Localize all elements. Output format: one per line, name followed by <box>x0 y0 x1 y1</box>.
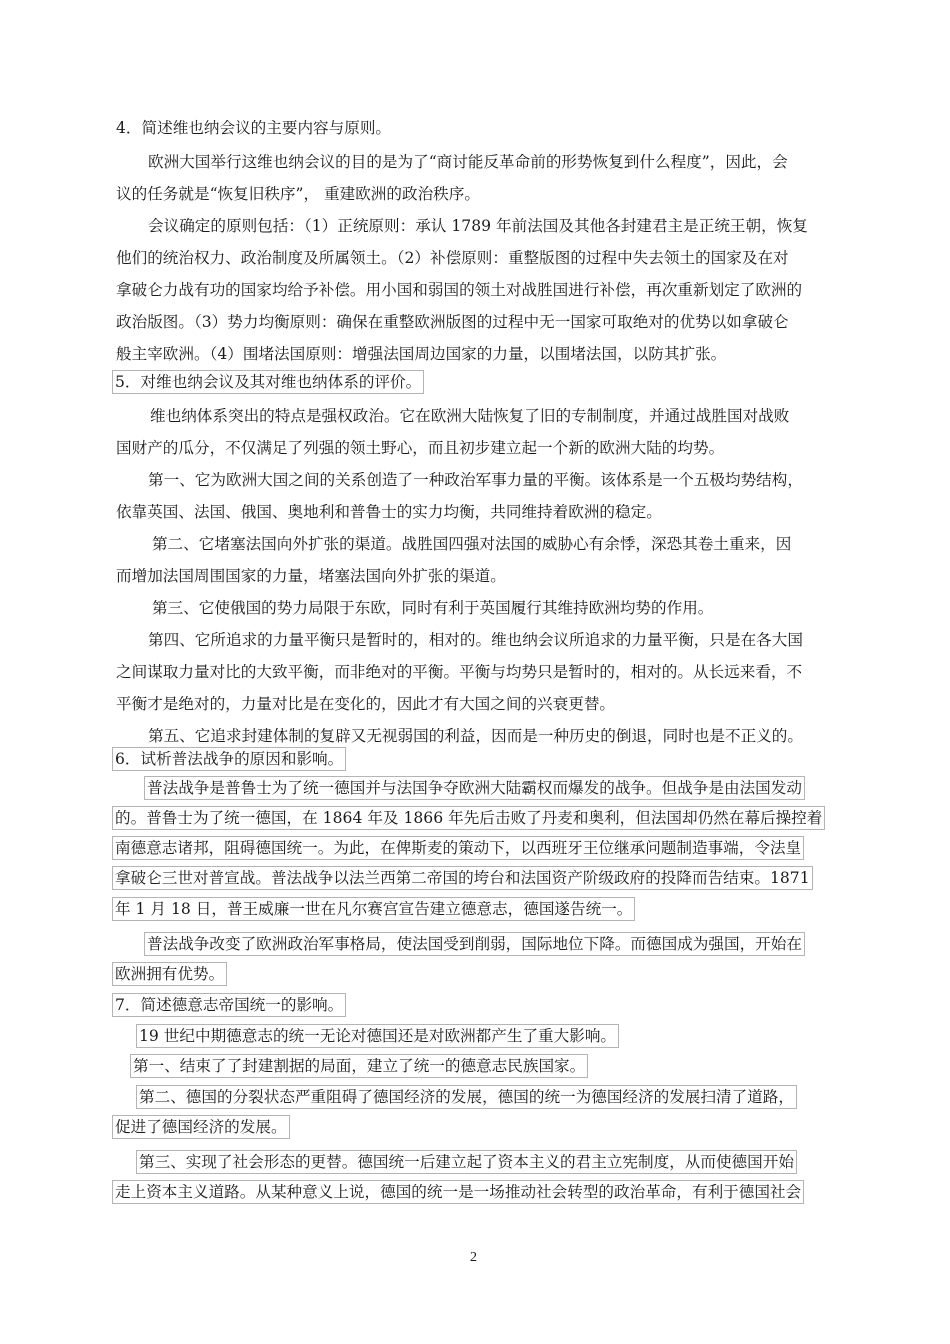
paragraph-line: 第三、它使俄国的势力局限于东欧，同时有利于英国履行其维持欧洲均势的作用。 <box>152 599 714 617</box>
paragraph-line: 政治版图。（3）势力均衡原则：确保在重整欧洲版图的过程中无一国家可取绝对的优势以如拿破仑 <box>116 313 789 331</box>
paragraph-line: 第三、实现了社会形态的更替。德国统一后建立起了资本主义的君主立宪制度，从而使德国开始 <box>136 1150 797 1174</box>
paragraph-line: 的。普鲁士为了统一德国，在 1864 年及 1866 年先后击败了丹麦和奥利，但法国却仍然在幕后操控着 <box>112 806 825 830</box>
paragraph-line: 走上资本主义道路。从某种意义上说，德国的统一是一场推动社会转型的政治革命，有利于德国社会 <box>112 1180 804 1204</box>
page-number: 2 <box>470 1250 477 1265</box>
paragraph-line: 第一、结束了了封建割据的局面，建立了统一的德意志民族国家。 <box>130 1054 588 1078</box>
paragraph-line: 南德意志诸邦，阻碍德国统一。为此，在俾斯麦的策动下，以西班牙王位继承问题制造事端，令法皇 <box>112 836 804 860</box>
paragraph-line: 而增加法国周围国家的力量，堵塞法国向外扩张的渠道。 <box>116 567 506 585</box>
paragraph-line: 拿破仑力战有功的国家均给予补偿。用小国和弱国的领土对战胜国进行补偿，再次重新划定了欧洲的 <box>116 281 803 299</box>
question-6-heading: 6．试析普法战争的原因和影响。 <box>112 747 346 771</box>
paragraph-line: 维也纳体系突出的特点是强权政治。它在欧洲大陆恢复了旧的专制制度，并通过战胜国对战败 <box>150 407 790 425</box>
paragraph-line: 第四、它所追求的力量平衡只是暂时的，相对的。维也纳会议所追求的力量平衡，只是在各大国 <box>148 631 803 649</box>
paragraph-line: 第一、它为欧洲大国之间的关系创造了一种政治军事力量的平衡。该体系是一个五极均势结构， <box>148 471 803 489</box>
question-7-heading: 7．简述德意志帝国统一的影响。 <box>112 993 346 1017</box>
paragraph-line: 议的任务就是“恢复旧秩序”， 重建欧洲的政治秩序。 <box>116 185 480 203</box>
paragraph-line: 欧洲大国举行这维也纳会议的目的是为了“商讨能反革命前的形势恢复到什么程度”，因此，会 <box>148 153 788 171</box>
paragraph-line: 会议确定的原则包括：（1）正统原则：承认 1789 年前法国及其他各封建君主是正统王朝，恢复 <box>148 217 808 235</box>
paragraph-line: 之间谋取力量对比的大致平衡，而非绝对的平衡。平衡与均势只是暂时的，相对的。从长远来看，不 <box>116 663 803 681</box>
paragraph-line: 平衡才是绝对的，力量对比是在变化的，因此才有大国之间的兴衰更替。 <box>116 695 616 713</box>
paragraph-line: 第五、它追求封建体制的复辟又无视弱国的利益，因而是一种历史的倒退，同时也是不正义的。 <box>148 727 803 745</box>
paragraph-line: 普法战争是普鲁士为了统一德国并与法国争夺欧洲大陆霸权而爆发的战争。但战争是由法国发动 <box>144 776 805 800</box>
paragraph-line: 第二、德国的分裂状态严重阻碍了德国经济的发展，德国的统一为德国经济的发展扫清了道路， <box>136 1085 797 1109</box>
paragraph-line: 般主宰欧洲。（4）围堵法国原则：增强法国周边国家的力量，以围堵法国，以防其扩张。 <box>116 345 727 363</box>
paragraph-line: 促进了德国经济的发展。 <box>112 1115 290 1139</box>
paragraph-line: 第二、它堵塞法国向外扩张的渠道。战胜国四强对法国的威胁心有余悸，深恐其卷土重来，因 <box>152 535 792 553</box>
paragraph-line: 国财产的瓜分，不仅满足了列强的领土野心，而且初步建立起一个新的欧洲大陆的均势。 <box>116 439 725 457</box>
question-4-heading: 4．简述维也纳会议的主要内容与原则。 <box>116 119 392 137</box>
question-5-heading: 5．对维也纳会议及其对维也纳体系的评价。 <box>112 370 424 394</box>
paragraph-line: 普法战争改变了欧洲政治军事格局，使法国受到削弱，国际地位下降。而德国成为强国，开始在 <box>144 932 805 956</box>
paragraph-line: 年 1 月 18 日，普王威廉一世在凡尔赛宫宣告建立德意志，德国遂告统一。 <box>112 897 635 921</box>
paragraph-line: 拿破仑三世对普宣战。普法战争以法兰西第二帝国的垮台和法国资产阶级政府的投降而告结束。1871 <box>112 866 813 890</box>
paragraph-line: 欧洲拥有优势。 <box>112 962 227 986</box>
paragraph-line: 依靠英国、法国、俄国、奥地利和普鲁士的实力均衡，共同维持着欧洲的稳定。 <box>116 503 662 521</box>
paragraph-line: 他们的统治权力、政治制度及所属领土。（2）补偿原则：重整版图的过程中失去领土的国家及在对 <box>116 249 789 267</box>
paragraph-line: 19 世纪中期德意志的统一无论对德国还是对欧洲都产生了重大影响。 <box>136 1024 619 1048</box>
